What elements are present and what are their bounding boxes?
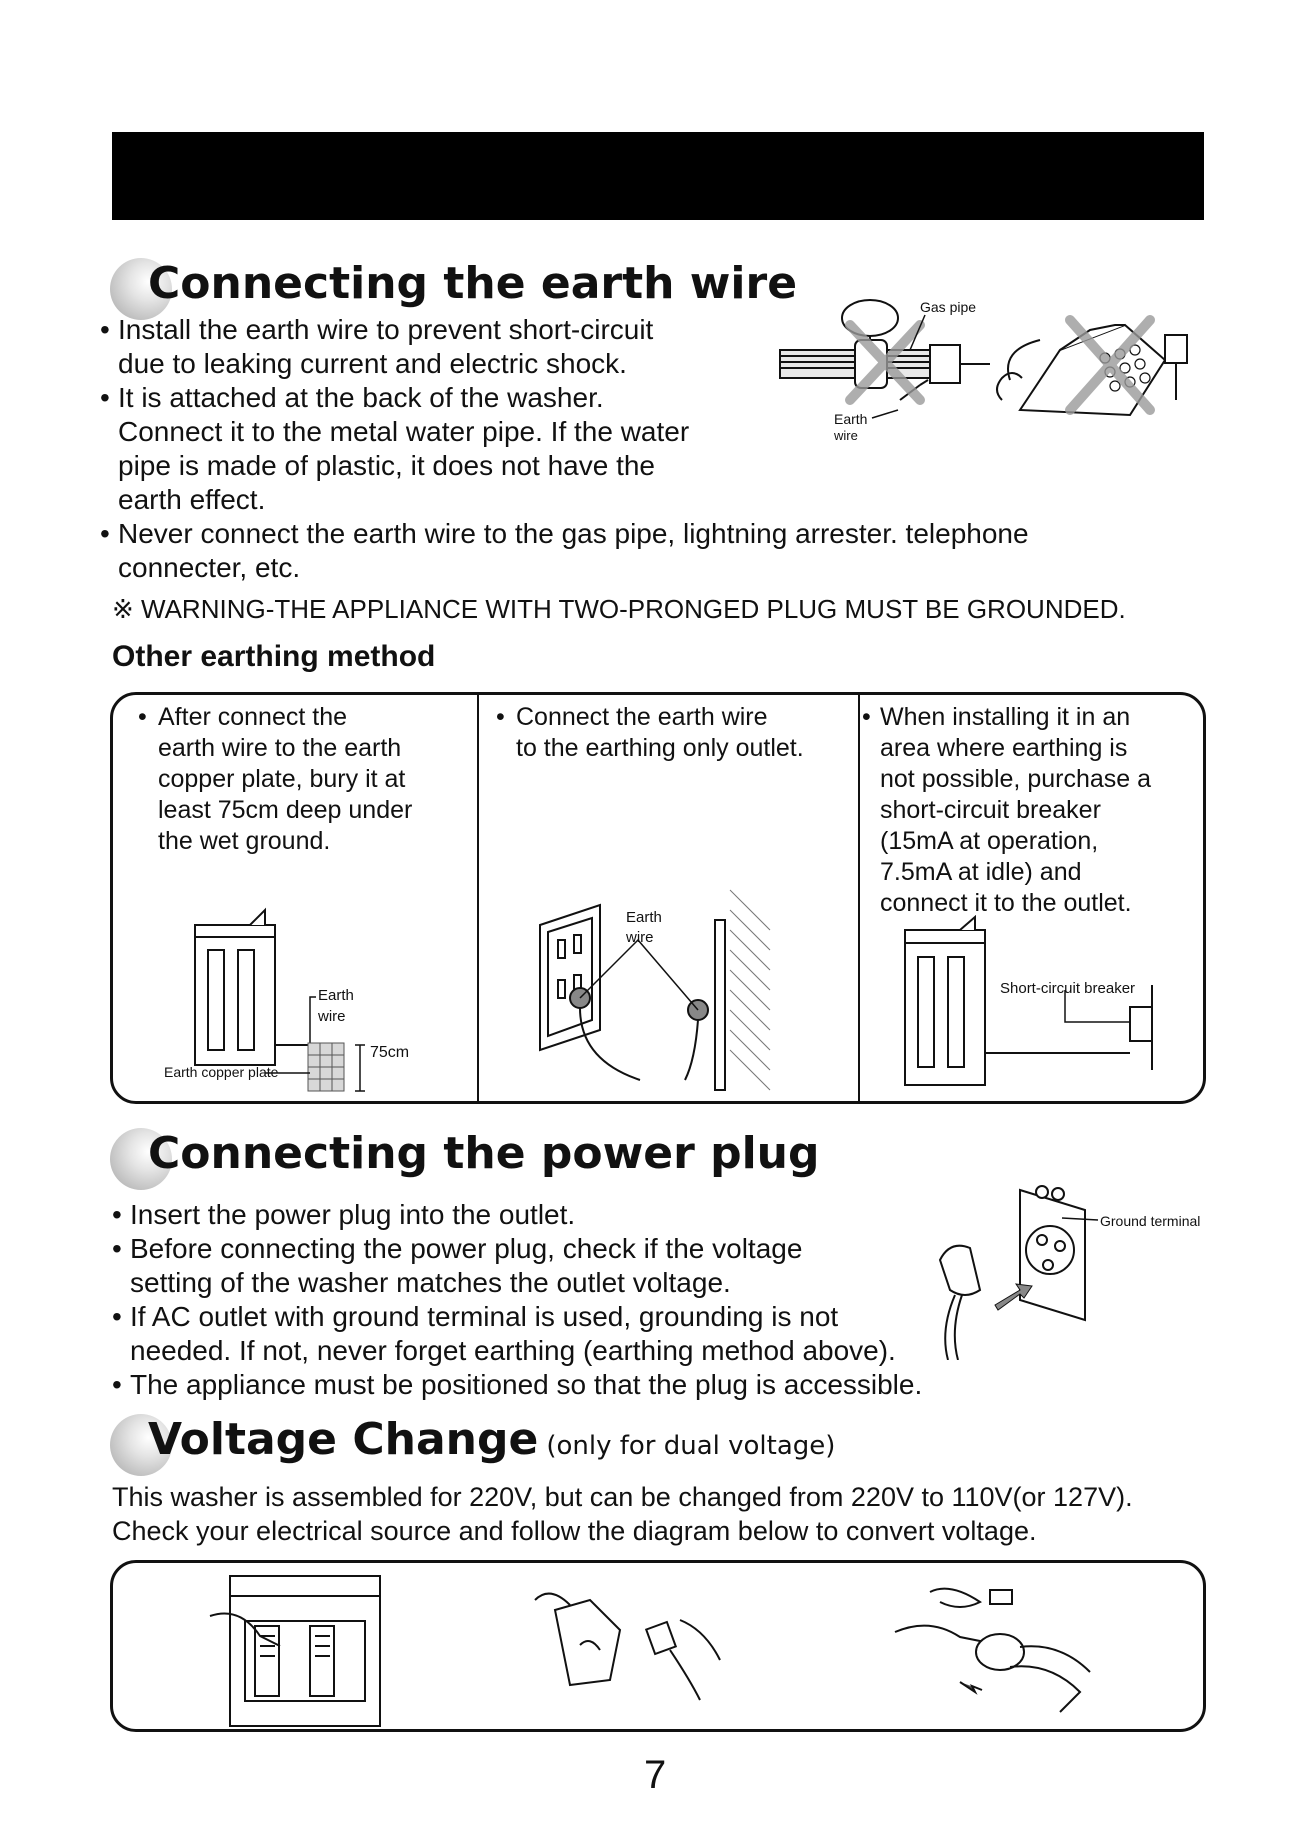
- bullet-dot: •: [496, 703, 505, 731]
- voltage-text: [112, 1480, 1133, 1548]
- method-col-1-line-3: copper plate, bury it at: [158, 765, 406, 793]
- outlet-earth-label: Earth: [626, 909, 662, 926]
- power-bullet-2-line-2: setting of the washer matches the outlet voltage.: [130, 1267, 731, 1298]
- voltage-title: [110, 1408, 870, 1478]
- column-divider: [858, 694, 860, 1102]
- bullet-dot: •: [100, 382, 110, 413]
- gas-pipe-telephone-illustration: [770, 290, 1200, 460]
- bullet-dot: •: [862, 703, 871, 731]
- breaker-label: Short-circuit breaker: [1000, 980, 1136, 997]
- earth-bullet-2-line-2: Connect it to the metal water pipe. If the water: [118, 416, 690, 447]
- voltage-step-2-illustration: [530, 1580, 750, 1710]
- voltage-step-3-illustration: [890, 1572, 1120, 1722]
- depth-label: 75cm: [370, 1044, 410, 1061]
- earth-title-text: Connecting the earth wire: [148, 258, 798, 309]
- voltage-step-1-illustration: [200, 1566, 400, 1732]
- other-method-heading: Other earthing method: [112, 640, 436, 673]
- method-col-1-line-2: earth wire to the earth: [158, 734, 402, 762]
- ground-terminal-label: Ground terminal: [1100, 1213, 1201, 1229]
- method-col-3-line-4: short-circuit breaker: [880, 796, 1101, 824]
- header-bar: [112, 132, 1204, 220]
- earth-title: [110, 252, 810, 322]
- method-col-3: [862, 702, 1151, 919]
- column-divider: [477, 694, 479, 1102]
- earth-bullet-3-line-2: connecter, etc.: [118, 552, 301, 583]
- method-col-2: [496, 702, 804, 764]
- voltage-title-note: (only for dual voltage): [546, 1431, 836, 1461]
- wire-label: wire: [834, 428, 858, 443]
- method-col-3-line-1: When installing it in an: [880, 703, 1131, 731]
- earth-bullet-2-line-3: pipe is made of plastic, it does not have the: [118, 450, 655, 481]
- earth-bullet-3-line-1: Never connect the earth wire to the gas pipe, lightning arrester. telephone: [118, 518, 1029, 549]
- gas-pipe-label: Gas pipe: [920, 299, 977, 315]
- earth-bullet-2-line-1: It is attached at the back of the washer.: [118, 382, 604, 413]
- earthing-outlet-illustration: [520, 880, 850, 1100]
- voltage-line-2: Check your electrical source and follow the diagram below to convert voltage.: [112, 1516, 1037, 1546]
- power-bullet-1-line-1: Insert the power plug into the outlet.: [130, 1199, 576, 1230]
- voltage-title-text: Voltage Change: [148, 1414, 539, 1465]
- bullet-dot: •: [100, 518, 110, 549]
- power-bullet-4-line-1: The appliance must be positioned so that the plug is accessible.: [130, 1369, 923, 1400]
- earth-bullet-2-line-4: earth effect.: [118, 484, 266, 515]
- method-col-2-line-1: Connect the earth wire: [516, 703, 768, 731]
- page-number: 7: [644, 1753, 667, 1797]
- method-col-3-line-6: 7.5mA at idle) and: [880, 858, 1082, 886]
- bullet-dot: •: [100, 314, 110, 345]
- method-col-1-line-4: least 75cm deep under: [158, 796, 413, 824]
- bullet-dot: •: [112, 1233, 122, 1264]
- breaker-illustration: [900, 915, 1170, 1095]
- method-col-3-line-3: not possible, purchase a: [880, 765, 1152, 793]
- outlet-wire-label: wire: [626, 929, 654, 946]
- power-title: [110, 1120, 870, 1190]
- power-plug-illustration: [920, 1170, 1210, 1360]
- method-col-1: [138, 702, 412, 857]
- method-col-1-line-5: the wet ground.: [158, 827, 331, 855]
- method-col-3-line-7: connect it to the outlet.: [880, 889, 1132, 917]
- power-bullet-3-line-1: If AC outlet with ground terminal is used, grounding is not: [130, 1301, 839, 1332]
- bullet-dot: •: [112, 1199, 122, 1230]
- power-title-text: Connecting the power plug: [148, 1128, 820, 1179]
- earth-bullet-1-line-2: due to leaking current and electric shock.: [118, 348, 627, 379]
- power-bullets: [112, 1198, 922, 1402]
- power-bullet-2-line-1: Before connecting the power plug, check if the voltage: [130, 1233, 803, 1264]
- bullet-dot: •: [112, 1369, 122, 1400]
- method-col-2-line-2: to the earthing only outlet.: [516, 734, 804, 762]
- bullet-dot: •: [138, 703, 147, 731]
- plate-wire-label: wire: [318, 1008, 346, 1025]
- bullet-dot: •: [112, 1301, 122, 1332]
- power-bullet-3-line-2: needed. If not, never forget earthing (earthing method above).: [130, 1335, 896, 1366]
- warning-text: ※ WARNING-THE APPLIANCE WITH TWO-PRONGED PLUG MUST BE GROUNDED.: [112, 594, 1126, 624]
- method-col-3-line-5: (15mA at operation,: [880, 827, 1099, 855]
- method-col-3-line-2: area where earthing is: [880, 734, 1128, 762]
- copper-plate-label: Earth copper plate: [164, 1064, 279, 1080]
- voltage-line-1: This washer is assembled for 220V, but can be changed from 220V to 110V(or 127V).: [112, 1482, 1133, 1512]
- copper-plate-illustration: [150, 905, 450, 1095]
- method-col-1-line-1: After connect the: [158, 703, 348, 731]
- earth-bullet-1-line-1: Install the earth wire to prevent short-circuit: [118, 314, 654, 345]
- earth-label: Earth: [834, 411, 868, 427]
- plate-earth-label: Earth: [318, 987, 354, 1004]
